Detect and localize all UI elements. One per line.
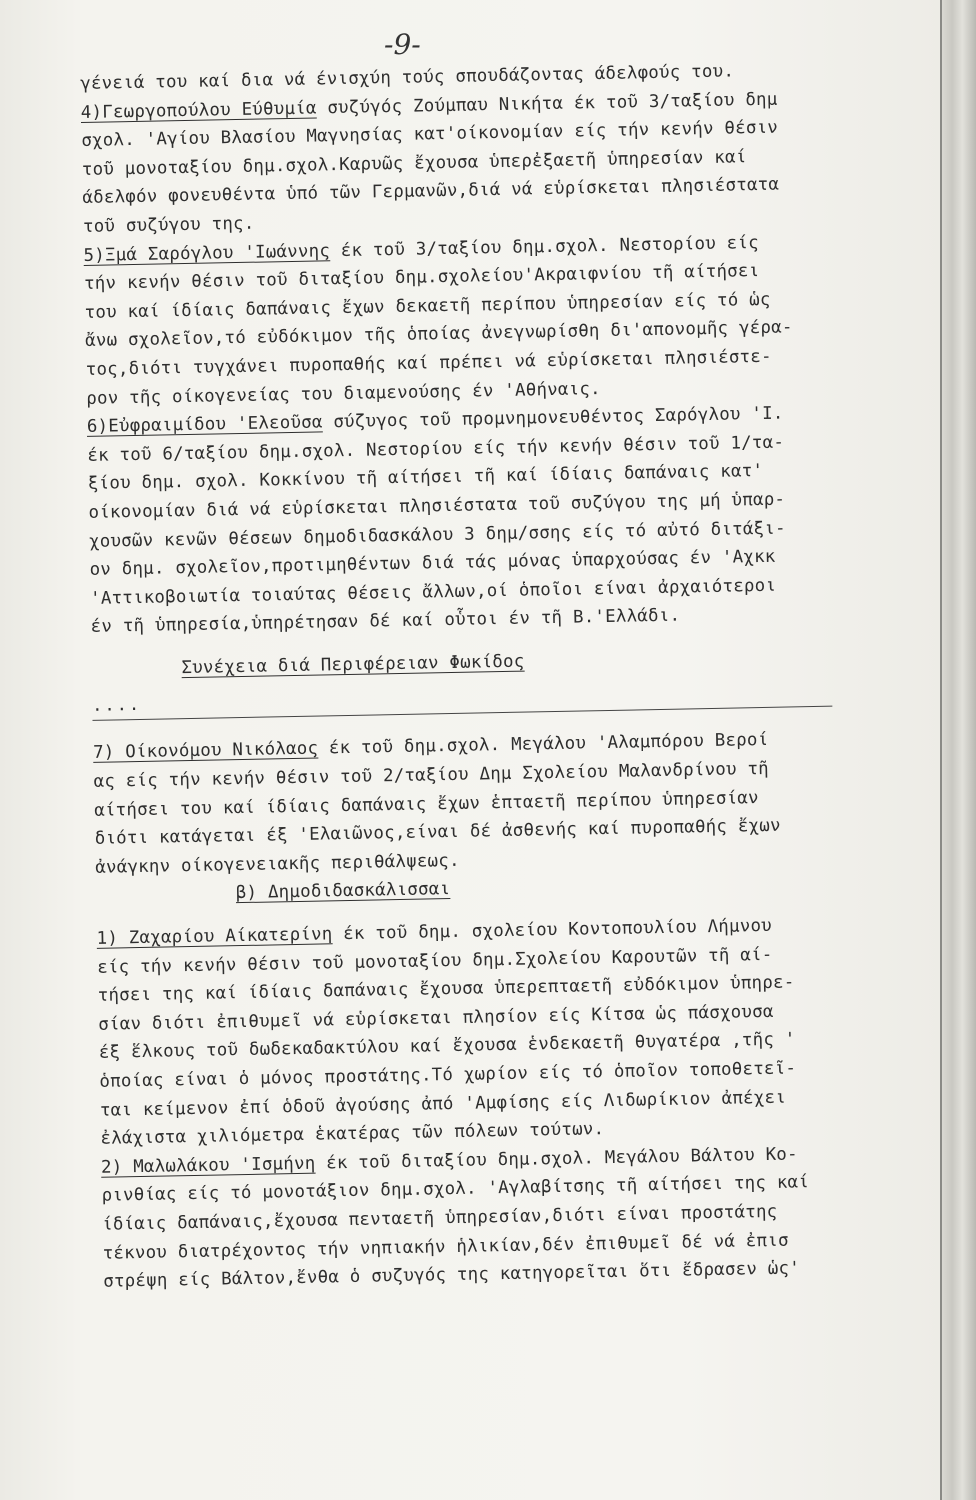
line-text: έκ τοῦ δημ.σχολ. Μεγάλου 'Αλαμπόρου Βεροί	[318, 730, 769, 760]
line-text: έν τῆ ὑπηρεσία,ὑπηρέτησαν δέ καί οὗτοι έν τῆ Β.'Ελλάδι.	[90, 605, 681, 638]
line-text: ον δημ. σχολεῖον,προτιμηθέντων διά τάς μόνας ὑπαρχούσας έν 'Αχκκ	[89, 546, 776, 580]
underlined-name: 2) Μαλωλάκου 'Ισμήνη	[100, 1153, 316, 1178]
line-text: τος,διότι τυγχάνει πυροπαθής καί πρέπει νά εὑρίσκεται πλησιέστε-	[85, 346, 772, 380]
line-text: σύζυγος τοῦ προμνημονευθέντος Σαρόγλου 'Ι.	[322, 403, 784, 433]
line-text: σχολ. 'Αγίου Βλασίου Μαγνησίας κατ'οίκονομίαν είς τήν κενήν θέσιν	[81, 117, 779, 152]
line-text: ρινθίας είς τό μονοτάξιον δημ.σχολ. 'Αγλαβίτσης τῆ αίτήσει της καί	[101, 1172, 810, 1207]
line-text: ίδίαις δαπάναις,ἔχουσα πενταετῆ ὑπηρεσίαν,διότι είναι προστάτης	[101, 1201, 778, 1235]
line-text: γένειά του καί δια νά ένισχύη τούς σπουδάζοντας άδελφούς του.	[80, 61, 735, 94]
line-text: τοῦ συζύγου της.	[82, 213, 255, 237]
line-text: ἀνάγκην οίκογενειακῆς περιθάλψεως.	[95, 850, 460, 878]
line-text: τοῦ μονοταξίου δημ.σχολ.Καρυῶς ἔχουσα ὑπερἐξαετῆ ὑπηρεσίαν καί	[81, 147, 747, 180]
line-text: τήσει της καί ίδίαις δαπάναις ἔχουσα ὑπερεπταετῆ εὐδόκιμον ὑπηρε-	[97, 972, 795, 1007]
underlined-name: 1) Ζαχαρίου Αίκατερίνη	[96, 924, 333, 949]
underlined-name: 5)Ξμά Σαρόγλου 'Ιωάννης	[83, 240, 331, 266]
line-text: συζύγός Ζούμπαυ Νικήτα έκ τοῦ 3/ταξίου δημ	[316, 89, 778, 119]
document-body	[80, 53, 963, 1296]
line-text: διότι κατάγεται έξ 'Ελαιῶνος,είναι δέ ἀσθενής καί πυροπαθής ἔχων	[94, 815, 781, 850]
line-text: τέκνου διατρέχοντος τήν νηπιακήν ἡλικίαν,δέν ἐπιθυμεῖ δέ νά ἐπισ	[102, 1230, 789, 1264]
line-text: ὁποίας είναι ὁ μόνος προστάτης.Τό χωρίον είς τό ὁποῖον τοποθετεῖ-	[99, 1058, 797, 1092]
subheading-teachers: β) Δημοδιδασκάλισσαι	[235, 879, 451, 904]
line-text: σίαν διότι ἐπιθυμεῖ νά εὑρίσκεται πλησίον είς Κίτσα ὡς πάσχουσα	[98, 1001, 774, 1035]
line-text: τήν κενήν θέσιν τοῦ διταξίου δημ.σχολείου'Ακραιφνίου τῆ αίτήσει	[83, 261, 760, 295]
line-text: ξίου δημ. σχολ. Κοκκίνου τῆ αίτήσει τῆ καί ίδίαις δαπάναις κατ'	[87, 461, 764, 495]
line-text: 'Αττικοβοιωτία τοιαύτας θέσεις ἄλλων,οί ὁποῖοι είναι ἀρχαιότεροι	[89, 575, 777, 609]
section-heading-phokis: Συνέχεια διά Περιφέρειαν Φωκίδος	[181, 651, 525, 679]
line-text: ἐλάχιστα χιλιόμετρα ἑκατέρας τῶν πόλεων τούτων.	[100, 1119, 605, 1149]
line-text: του καί ίδίαις δαπάναις ἔχων δεκαετῆ περίπου ὑπηρεσίαν είς τό ὡς	[84, 289, 771, 323]
line-text: έκ τοῦ 3/ταξίου δημ.σχολ. Νεστορίου είς	[329, 232, 760, 261]
line-text: ται κείμενον ἐπί ὁδοῦ ἀγούσης ἀπό 'Αμφίσης είς Λιδωρίκιον ἀπέχει	[99, 1087, 787, 1121]
line-text: έκ τοῦ δημ. σχολείου Κοντοπουλίου Λήμνου	[332, 915, 773, 945]
line-text: οίκονομίαν διά νά εὑρίσκεται πλησιέστατα τοῦ συζύγου της μή ὑπαρ-	[88, 489, 786, 523]
underlined-name: 7) Οίκονόμου Νικόλαος	[92, 739, 319, 764]
line-text: χουσῶν κενῶν θέσεων δημοδιδασκάλου 3 δημ/σσης είς τό αὐτό διτάξι-	[88, 518, 786, 552]
line-text: αίτήσει του καί ίδίαις δαπάναις ἔχων ἑπταετῆ περίπου ὑπηρεσίαν	[94, 787, 759, 821]
line-text: είς τήν κενήν θέσιν τοῦ μονοταξίου δημ.Σχολείου Καρουτῶν τῆ αί-	[97, 944, 773, 978]
paragraphs-section-1	[80, 53, 951, 641]
paragraphs-section-2	[93, 723, 956, 882]
line-text: ας είς τήν κενήν θέσιν τοῦ 2/ταξίου Δημ Σχολείου Μαλανδρίνου τῆ	[93, 758, 770, 792]
line-text: ἄνω σχολεῖον,τό εὐδόκιμον τῆς ὁποίας ἀνεγνωρίσθη δι'απονομῆς γέρα-	[85, 317, 793, 352]
line-text: στρέψη είς Βάλτον,ἔνθα ὁ συζυγός της κατηγορεῖται ὅτι ἔδρασεν ὡς'	[103, 1258, 801, 1292]
line-text: έκ τοῦ 6/ταξίου δημ.σχολ. Νεστορίου είς τήν κενήν θέσιν τοῦ 1/τα-	[87, 432, 785, 466]
ellipsis-dots: ....	[92, 694, 142, 716]
underlined-name: 4)Γεωργοπούλου Εύθυμία	[80, 98, 317, 123]
line-text: άδελφόν φονευθέντα ὑπό τῶν Γερμανῶν,διά νά εὑρίσκεται πλησιέστατα	[82, 174, 780, 209]
underlined-name: 6)Εὐφραιμίδου 'Ελεοῦσα	[86, 412, 323, 438]
line-text: ρον τῆς οίκογενείας του διαμενούσης έν 'Αθήναις.	[86, 378, 601, 409]
line-text: έκ τοῦ διταξίου δημ.σχολ. Μεγάλου Βάλτου Κο-	[315, 1144, 798, 1174]
line-text: έξ ἕλκους τοῦ δωδεκαδακτύλου καί ἔχουσα ἑνδεκαετῆ θυγατέρα ,τῆς '	[98, 1029, 796, 1064]
page-number: -9-	[384, 28, 421, 61]
paragraphs-section-3	[96, 908, 963, 1296]
